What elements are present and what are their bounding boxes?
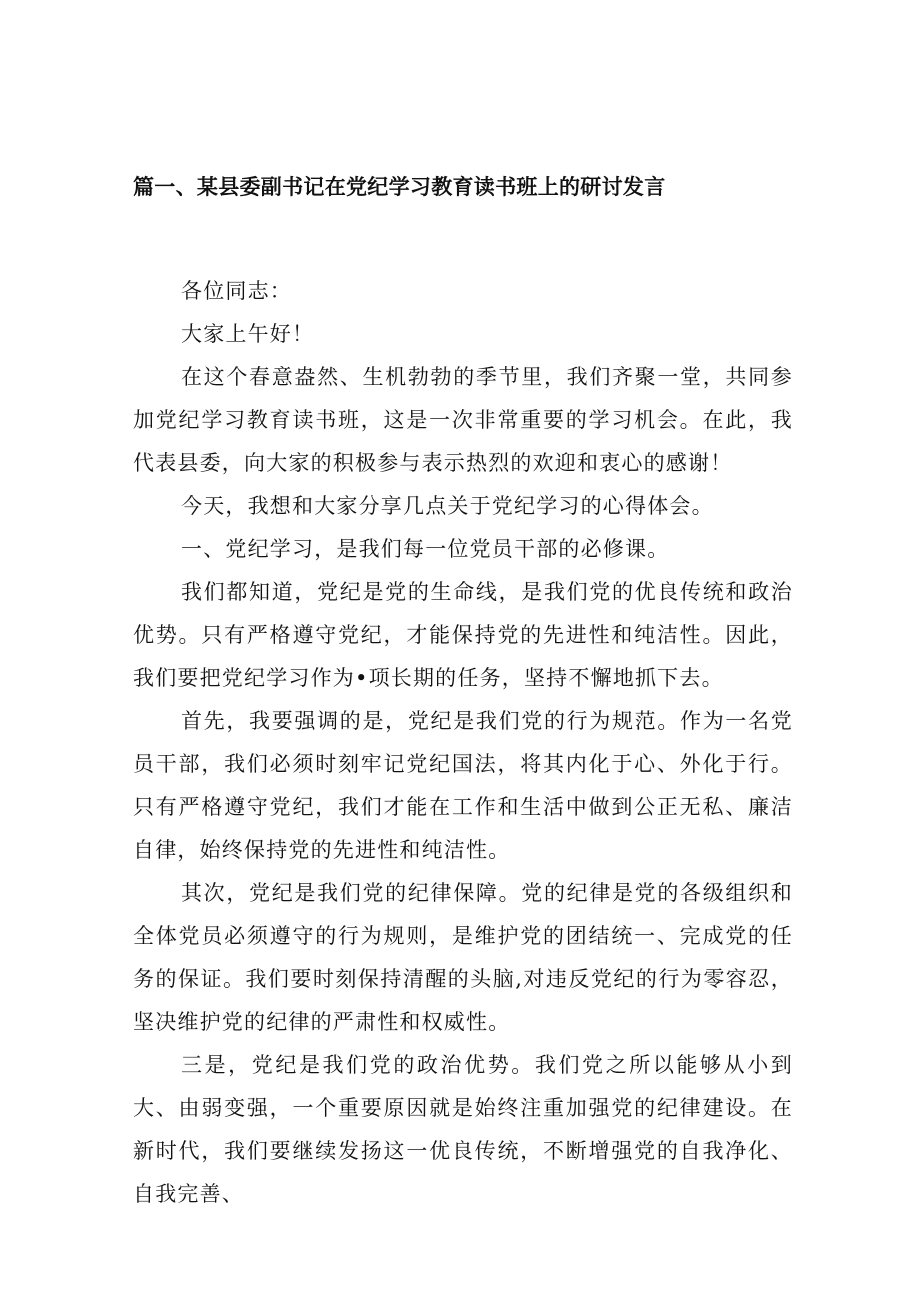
salutation: 各位同志： — [181, 279, 292, 303]
paragraph: 首先，我要强调的是，党纪是我们党的行为规范。作为一名党员干部，我们必须时刻牢记党纪国法，将其内化于心、外化于行。只有严格遵守党纪，我们才能在工作和生活中做到公正无私、廉洁自律，始终保持党的先进性和纯洁性。 — [133, 709, 793, 862]
paragraph: 今天，我想和大家分享几点关于党纪学习的心得体会。 — [181, 494, 714, 518]
paragraph: 我们都知道，党纪是党的生命线，是我们党的优良传统和政治优势。只有严格遵守党纪，才能保持党的先进性和纯洁性。因此，我们要把党纪学习作为•项长期的任务，坚持不懈地抓下去。 — [133, 580, 793, 690]
paragraph: 在这个春意盎然、生机勃勃的季节里，我们齐聚一堂，共同参加党纪学习教育读书班，这是一次非常重要的学习机会。在此，我代表县委，向大家的积极参与表示热烈的欢迎和衷心的感谢！ — [133, 365, 793, 475]
greeting: 大家上午好！ — [181, 322, 315, 346]
paragraph: 其次，党纪是我们党的纪律保障。党的纪律是党的各级组织和全体党员必须遵守的行为规则，是维护党的团结统一、完成党的任务的保证。我们要时刻保持清醒的头脑,对违反党纪的行为零容忍，坚决维护党的纪律的严肃性和权威性。 — [133, 881, 793, 1034]
document-title: 篇一、某县委副书记在党纪学习教育读书班上的研讨发言 — [133, 174, 666, 199]
section-heading: 一、党纪学习，是我们每一位党员干部的必修课。 — [181, 537, 670, 561]
paragraph: 三是，党纪是我们党的政治优势。我们党之所以能够从小到大、由弱变强，一个重要原因就是始终注重加强党的纪律建设。在新时代，我们要继续发扬这一优良传统，不断增强党的自我净化、自我完善、 — [133, 1053, 793, 1206]
document-body — [133, 270, 793, 1216]
